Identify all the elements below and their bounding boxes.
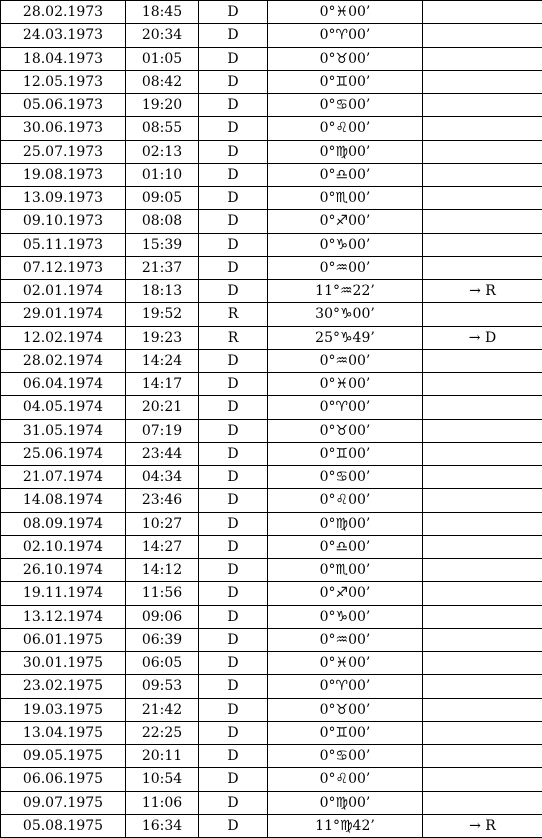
motion-cell: D: [199, 768, 268, 791]
motion-cell: D: [199, 721, 268, 744]
station-note-cell: [423, 47, 542, 70]
time-cell: 20:11: [126, 745, 199, 768]
table-row: [1, 280, 542, 303]
table-row: [1, 675, 542, 698]
time-cell: 01:05: [126, 47, 199, 70]
motion-cell: D: [199, 1, 268, 24]
date-cell: 12.05.1973: [1, 70, 126, 93]
date-cell: 09.10.1973: [1, 210, 126, 233]
station-note-cell: [423, 675, 542, 698]
station-note-cell: [423, 117, 542, 140]
table-row: [1, 652, 542, 675]
station-note-cell: [423, 373, 542, 396]
position-cell: 0°♐︎00’: [268, 210, 423, 233]
position-cell: 0°♉︎00’: [268, 698, 423, 721]
position-cell: 0°♒︎00’: [268, 628, 423, 651]
station-note-cell: [423, 70, 542, 93]
time-cell: 16:34: [126, 814, 199, 837]
station-note-cell: [423, 535, 542, 558]
position-cell: 0°♓︎00’: [268, 373, 423, 396]
time-cell: 20:34: [126, 24, 199, 47]
table-row: [1, 70, 542, 93]
position-cell: 0°♊︎00’: [268, 721, 423, 744]
station-note-cell: [423, 419, 542, 442]
motion-cell: D: [199, 698, 268, 721]
position-cell: 0°♍︎00’: [268, 512, 423, 535]
motion-cell: D: [199, 396, 268, 419]
date-cell: 09.05.1975: [1, 745, 126, 768]
station-note-cell: [423, 768, 542, 791]
table-row: [1, 373, 542, 396]
motion-cell: D: [199, 24, 268, 47]
station-note-cell: [423, 1, 542, 24]
motion-cell: D: [199, 489, 268, 512]
date-cell: 24.03.1973: [1, 24, 126, 47]
station-note-cell: [423, 628, 542, 651]
motion-cell: D: [199, 535, 268, 558]
station-note-cell: [423, 163, 542, 186]
time-cell: 01:10: [126, 163, 199, 186]
station-note-cell: [423, 512, 542, 535]
motion-cell: D: [199, 163, 268, 186]
table-row: [1, 721, 542, 744]
station-note-cell: [423, 489, 542, 512]
motion-cell: D: [199, 582, 268, 605]
time-cell: 14:17: [126, 373, 199, 396]
date-cell: 28.02.1973: [1, 1, 126, 24]
table-row: [1, 791, 542, 814]
date-cell: 02.01.1974: [1, 280, 126, 303]
station-note-cell: [423, 187, 542, 210]
table-row: [1, 1, 542, 24]
time-cell: 02:13: [126, 140, 199, 163]
table-row: [1, 535, 542, 558]
time-cell: 19:52: [126, 303, 199, 326]
table-row: [1, 466, 542, 489]
motion-cell: D: [199, 256, 268, 279]
station-note-cell: [423, 210, 542, 233]
time-cell: 11:06: [126, 791, 199, 814]
motion-cell: D: [199, 559, 268, 582]
position-cell: 0°♋︎00’: [268, 94, 423, 117]
table-row: [1, 94, 542, 117]
time-cell: 23:46: [126, 489, 199, 512]
date-cell: 14.08.1974: [1, 489, 126, 512]
position-cell: 0°♉︎00’: [268, 419, 423, 442]
motion-cell: D: [199, 675, 268, 698]
date-cell: 02.10.1974: [1, 535, 126, 558]
motion-cell: D: [199, 605, 268, 628]
station-note-cell: [423, 396, 542, 419]
date-cell: 25.06.1974: [1, 442, 126, 465]
position-cell: 0°♈︎00’: [268, 24, 423, 47]
date-cell: 19.11.1974: [1, 582, 126, 605]
table-row: [1, 419, 542, 442]
table-row: [1, 187, 542, 210]
table-row: [1, 489, 542, 512]
time-cell: 09:05: [126, 187, 199, 210]
station-note-cell: [423, 256, 542, 279]
time-cell: 15:39: [126, 233, 199, 256]
position-cell: 0°♎︎00’: [268, 535, 423, 558]
station-note-cell: [423, 349, 542, 372]
time-cell: 10:54: [126, 768, 199, 791]
station-note-cell: [423, 721, 542, 744]
motion-cell: D: [199, 349, 268, 372]
table-row: [1, 814, 542, 837]
table-row: [1, 303, 542, 326]
date-cell: 13.12.1974: [1, 605, 126, 628]
table-row: [1, 628, 542, 651]
motion-cell: D: [199, 745, 268, 768]
station-note-cell: [423, 698, 542, 721]
motion-cell: R: [199, 326, 268, 349]
date-cell: 29.01.1974: [1, 303, 126, 326]
table-row: [1, 233, 542, 256]
date-cell: 30.06.1973: [1, 117, 126, 140]
time-cell: 08:55: [126, 117, 199, 140]
date-cell: 12.02.1974: [1, 326, 126, 349]
date-cell: 13.04.1975: [1, 721, 126, 744]
motion-cell: D: [199, 210, 268, 233]
date-cell: 19.03.1975: [1, 698, 126, 721]
table-row: [1, 210, 542, 233]
position-cell: 0°♒︎00’: [268, 349, 423, 372]
motion-cell: D: [199, 187, 268, 210]
table-row: [1, 605, 542, 628]
position-cell: 0°♑︎00’: [268, 605, 423, 628]
position-cell: 0°♊︎00’: [268, 442, 423, 465]
time-cell: 18:13: [126, 280, 199, 303]
time-cell: 21:37: [126, 256, 199, 279]
station-note-cell: [423, 303, 542, 326]
position-cell: 0°♍︎00’: [268, 140, 423, 163]
position-cell: 0°♈︎00’: [268, 675, 423, 698]
time-cell: 08:42: [126, 70, 199, 93]
station-note-cell: [423, 140, 542, 163]
position-cell: 0°♌︎00’: [268, 117, 423, 140]
table-row: [1, 349, 542, 372]
date-cell: 18.04.1973: [1, 47, 126, 70]
date-cell: 25.07.1973: [1, 140, 126, 163]
position-cell: 0°♋︎00’: [268, 466, 423, 489]
station-note-cell: [423, 233, 542, 256]
motion-cell: D: [199, 117, 268, 140]
motion-cell: D: [199, 373, 268, 396]
position-cell: 0°♍︎00’: [268, 791, 423, 814]
motion-cell: D: [199, 419, 268, 442]
ephemeris-table-body: [1, 1, 542, 838]
position-cell: 11°♒︎22’: [268, 280, 423, 303]
motion-cell: D: [199, 140, 268, 163]
position-cell: 0°♏︎00’: [268, 559, 423, 582]
position-cell: 0°♏︎00’: [268, 187, 423, 210]
motion-cell: R: [199, 303, 268, 326]
station-note-cell: [423, 466, 542, 489]
table-row: [1, 140, 542, 163]
date-cell: 06.04.1974: [1, 373, 126, 396]
motion-cell: D: [199, 94, 268, 117]
table-row: [1, 582, 542, 605]
time-cell: 14:27: [126, 535, 199, 558]
date-cell: 30.01.1975: [1, 652, 126, 675]
table-row: [1, 698, 542, 721]
time-cell: 10:27: [126, 512, 199, 535]
table-row: [1, 47, 542, 70]
motion-cell: D: [199, 512, 268, 535]
table-row: [1, 559, 542, 582]
station-note-cell: [423, 605, 542, 628]
station-note-cell: [423, 582, 542, 605]
date-cell: 06.06.1975: [1, 768, 126, 791]
position-cell: 0°♓︎00’: [268, 1, 423, 24]
station-note-cell: [423, 94, 542, 117]
date-cell: 13.09.1973: [1, 187, 126, 210]
station-note-cell: → R: [423, 280, 542, 303]
position-cell: 0°♒︎00’: [268, 256, 423, 279]
station-note-cell: → R: [423, 814, 542, 837]
date-cell: 08.09.1974: [1, 512, 126, 535]
motion-cell: D: [199, 791, 268, 814]
position-cell: 0°♉︎00’: [268, 47, 423, 70]
table-row: [1, 117, 542, 140]
motion-cell: D: [199, 466, 268, 489]
motion-cell: D: [199, 70, 268, 93]
time-cell: 20:21: [126, 396, 199, 419]
motion-cell: D: [199, 652, 268, 675]
time-cell: 06:05: [126, 652, 199, 675]
motion-cell: D: [199, 233, 268, 256]
table-row: [1, 256, 542, 279]
position-cell: 30°♑︎00’: [268, 303, 423, 326]
table-row: [1, 745, 542, 768]
date-cell: 05.06.1973: [1, 94, 126, 117]
station-note-cell: [423, 24, 542, 47]
date-cell: 26.10.1974: [1, 559, 126, 582]
table-row: [1, 396, 542, 419]
time-cell: 07:19: [126, 419, 199, 442]
date-cell: 05.11.1973: [1, 233, 126, 256]
station-note-cell: [423, 559, 542, 582]
position-cell: 0°♎︎00’: [268, 163, 423, 186]
time-cell: 09:06: [126, 605, 199, 628]
table-row: [1, 24, 542, 47]
time-cell: 19:20: [126, 94, 199, 117]
station-note-cell: [423, 652, 542, 675]
station-note-cell: → D: [423, 326, 542, 349]
position-cell: 0°♋︎00’: [268, 745, 423, 768]
position-cell: 0°♈︎00’: [268, 396, 423, 419]
time-cell: 18:45: [126, 1, 199, 24]
time-cell: 06:39: [126, 628, 199, 651]
date-cell: 09.07.1975: [1, 791, 126, 814]
position-cell: 0°♊︎00’: [268, 70, 423, 93]
time-cell: 04:34: [126, 466, 199, 489]
position-cell: 11°♍︎42’: [268, 814, 423, 837]
date-cell: 19.08.1973: [1, 163, 126, 186]
table-row: [1, 442, 542, 465]
motion-cell: D: [199, 280, 268, 303]
position-cell: 0°♑︎00’: [268, 233, 423, 256]
time-cell: 22:25: [126, 721, 199, 744]
table-row: [1, 163, 542, 186]
time-cell: 09:53: [126, 675, 199, 698]
date-cell: 05.08.1975: [1, 814, 126, 837]
motion-cell: D: [199, 47, 268, 70]
time-cell: 08:08: [126, 210, 199, 233]
position-cell: 0°♌︎00’: [268, 489, 423, 512]
time-cell: 14:24: [126, 349, 199, 372]
date-cell: 04.05.1974: [1, 396, 126, 419]
time-cell: 23:44: [126, 442, 199, 465]
date-cell: 07.12.1973: [1, 256, 126, 279]
date-cell: 28.02.1974: [1, 349, 126, 372]
table-row: [1, 512, 542, 535]
motion-cell: D: [199, 628, 268, 651]
position-cell: 0°♐︎00’: [268, 582, 423, 605]
station-note-cell: [423, 745, 542, 768]
station-note-cell: [423, 442, 542, 465]
table-row: [1, 326, 542, 349]
time-cell: 14:12: [126, 559, 199, 582]
time-cell: 11:56: [126, 582, 199, 605]
station-note-cell: [423, 791, 542, 814]
date-cell: 31.05.1974: [1, 419, 126, 442]
time-cell: 19:23: [126, 326, 199, 349]
date-cell: 23.02.1975: [1, 675, 126, 698]
position-cell: 0°♌︎00’: [268, 768, 423, 791]
motion-cell: D: [199, 442, 268, 465]
time-cell: 21:42: [126, 698, 199, 721]
position-cell: 25°♑︎49’: [268, 326, 423, 349]
table-row: [1, 768, 542, 791]
position-cell: 0°♓︎00’: [268, 652, 423, 675]
date-cell: 21.07.1974: [1, 466, 126, 489]
date-cell: 06.01.1975: [1, 628, 126, 651]
motion-cell: D: [199, 814, 268, 837]
